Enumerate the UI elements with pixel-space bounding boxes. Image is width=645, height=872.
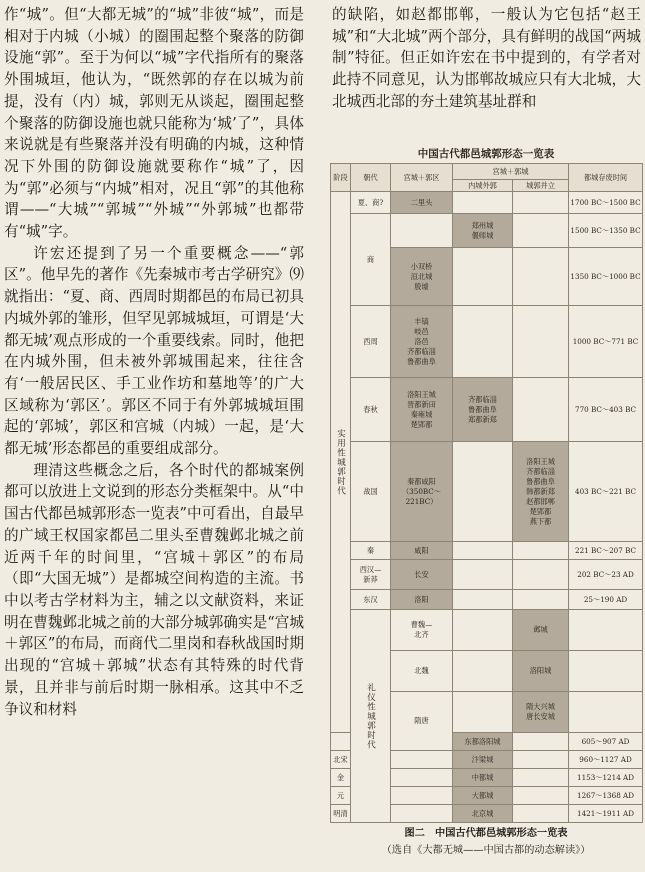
figure-caption xyxy=(330,824,642,860)
header-inner-outer: 内城外郭 xyxy=(453,180,513,192)
table-row xyxy=(331,590,643,610)
dynasty-cell: 战国 xyxy=(351,442,391,542)
header-duration: 都城存废时间 xyxy=(569,164,643,192)
dynasty-cell: 北宋 xyxy=(331,751,351,769)
city-cell: 东都洛阳城 xyxy=(453,733,513,751)
duration-cell: 1000 BC～771 BC xyxy=(569,306,643,378)
dynasty-cell: 西周 xyxy=(351,306,391,378)
dynasty-cell: 东汉 xyxy=(351,590,391,610)
left-text-column xyxy=(4,4,304,720)
duration-cell: 1500 BC～1350 BC xyxy=(569,214,643,248)
duration-cell: 770 BC～403 BC xyxy=(569,378,643,442)
header-palace-guo-district: 宫城＋郭区 xyxy=(391,164,453,192)
table-row xyxy=(331,378,643,442)
table-title: 中国古代都邑城郭形态一览表 xyxy=(417,148,555,160)
duration-cell: 1350 BC～1000 BC xyxy=(569,248,643,306)
dynasty-cell: 明清 xyxy=(331,805,351,823)
dynasty-cell: 隋唐 xyxy=(391,692,453,751)
duration-cell: 25～190 AD xyxy=(569,590,643,610)
table-row xyxy=(331,560,643,590)
city-cell: 小双桥 洹北城 殷墟 xyxy=(391,248,453,306)
phase-practical: 实用性城郭时代 xyxy=(331,192,351,733)
dynasty-cell: 北魏 xyxy=(391,651,453,692)
city-cell: 洛阳王城 齐都临淄 鲁都曲阜 韩都新郑 赵都邯郸 楚郢都 燕下都 xyxy=(513,442,569,542)
city-cell: 汴梁城 xyxy=(453,751,513,769)
city-cell: 二里头 xyxy=(391,192,453,214)
paragraph: 作“城”。但“大都无城”的“城”非彼“城”，而是相对于内城（小城）的圈围起整个聚落的防御设施“郭”。至于为何以“城”字代指所有的聚落外围城垣，他认为，“既然郭的存在以城为前提，没有（内）城，郭则无从谈起，圈围起整个聚落的防御设施也就只能称为‘城’了”，具体来说就是有些聚落并没有明确的内城，这种情况下外围的防御设施就要称作“城”了，因为“郭”必须与“内城”相对，况且“郭”的其他称谓——“大城”“郭城”“外城”“外郭城”也都带有“城”字。 xyxy=(4,6,304,241)
dynasty-cell: 西汉— 新莽 xyxy=(351,560,391,590)
caption-source: （选自《大都无城——中国古都的动态解读》） xyxy=(381,845,591,856)
header-side-by-side: 城郭并立 xyxy=(513,180,569,192)
right-text-column xyxy=(332,4,641,113)
table-row xyxy=(331,610,643,651)
phase-ritual: 礼仪性城郭时代 xyxy=(351,610,391,823)
header-dynasty: 朝代 xyxy=(351,164,391,192)
city-cell: 洛阳 xyxy=(391,590,453,610)
city-cell: 咸阳 xyxy=(391,542,453,560)
duration-cell: 1153～1214 AD xyxy=(569,769,643,787)
city-cell: 大都城 xyxy=(453,787,513,805)
table-row xyxy=(331,542,643,560)
paragraph: 许宏还提到了另一个重要概念——“郭区”。他早先的著作《先秦城市考古学研究》⑼就指出：“夏、商、西周时期都邑的布局已初具内城外郭的雏形，但罕见郭城城垣，可谓是‘大都无城’观点形成的一个重要线索。同时，他把在内城外围，但未被外郭城围起来，往往含有‘一般居民区、手工业作坊和墓地等’的广大区域称为‘郭区’。郭区不同于有外郭城城垣围起的‘郭城’，郭区和宫城（内城）一起，是‘大都无城’形态都邑的重要组成部分。 xyxy=(4,244,304,458)
city-cell: 邺城 xyxy=(513,610,569,651)
city-cell: 北京城 xyxy=(453,805,513,823)
city-cell: 洛阳城 xyxy=(513,651,569,692)
dynasty-cell: 金 xyxy=(331,769,351,787)
duration-cell: 221 BC～207 BC xyxy=(569,542,643,560)
table-row xyxy=(331,192,643,214)
city-cell: 中都城 xyxy=(453,769,513,787)
city-cell: 郑州城 偃师城 xyxy=(453,214,513,248)
city-cell: 秦都咸阳 （350BC～ 221BC） xyxy=(391,442,453,542)
header-palace-guo-city: 宫城＋郭城 xyxy=(453,164,569,180)
dynasty-cell: 夏、商? xyxy=(351,192,391,214)
paragraph: 理清这些概念之后，各个时代的都城案例都可以放进上文说到的形态分类框架中。从“中国古代都邑城郭形态一览表”中可看出，自最早的广域王权国家都邑二里头至曹魏邺北城之前近两千年的时间里，“宫城＋郭区”的布局（即“大国无城”）是都城空间构造的主流。书中以考古学材料为主，辅之以文献资料，来证明在曹魏邺北城之前的大部分城郭确实是“宫城＋郭区”的布局，而商代二里岗和春秋战国时期出现的“宫城＋郭城”状态有其特殊的时代背景，且并非与前后时期一脉相承。这其中不乏争议和材料 xyxy=(4,461,304,718)
duration-cell: 202 BC～23 AD xyxy=(569,560,643,590)
duration-cell: 1700 BC～1500 BC xyxy=(569,192,643,214)
duration-cell: 1267～1368 AD xyxy=(569,787,643,805)
city-cell: 长安 xyxy=(391,560,453,590)
duration-cell: 1421～1911 AD xyxy=(569,805,643,823)
dynasty-cell: 商 xyxy=(351,214,391,306)
table-row xyxy=(331,442,643,542)
duration-cell: 605～907 AD xyxy=(569,733,643,751)
city-cell: 丰镐 岐邑 洛邑 齐都临淄 鲁都曲阜 xyxy=(391,306,453,378)
dynasty-cell: 秦 xyxy=(351,542,391,560)
caption-title: 图二 中国古代都邑城郭形态一览表 xyxy=(404,827,568,839)
dynasty-cell: 曹魏— 北齐 xyxy=(391,610,453,651)
paragraph: 的缺陷，如赵都邯郸，一般认为它包括“赵王城”和“大北城”两个部分，具有鲜明的战国“两城制”特征。但正如许宏在书中提到的，有学者对此持不同意见，认为邯郸故城应只有大北城，大北城西北部的夯土建筑基址群和 xyxy=(332,6,641,110)
header-phase: 阶段 xyxy=(331,164,351,192)
duration-cell: 403 BC～221 BC xyxy=(569,442,643,542)
duration-cell: 960～1127 AD xyxy=(569,751,643,769)
city-cell: 洛阳王城 晋都新田 秦雍城 楚郢都 xyxy=(391,378,453,442)
table-row xyxy=(331,214,643,248)
dynasty-cell: 春秋 xyxy=(351,378,391,442)
city-form-table xyxy=(330,163,642,823)
city-cell: 齐都临淄 鲁都曲阜 郑都新郑 xyxy=(453,378,513,442)
dynasty-cell: 元 xyxy=(331,787,351,805)
table-row xyxy=(331,306,643,378)
city-cell: 隋大兴城 唐长安城 xyxy=(513,692,569,733)
